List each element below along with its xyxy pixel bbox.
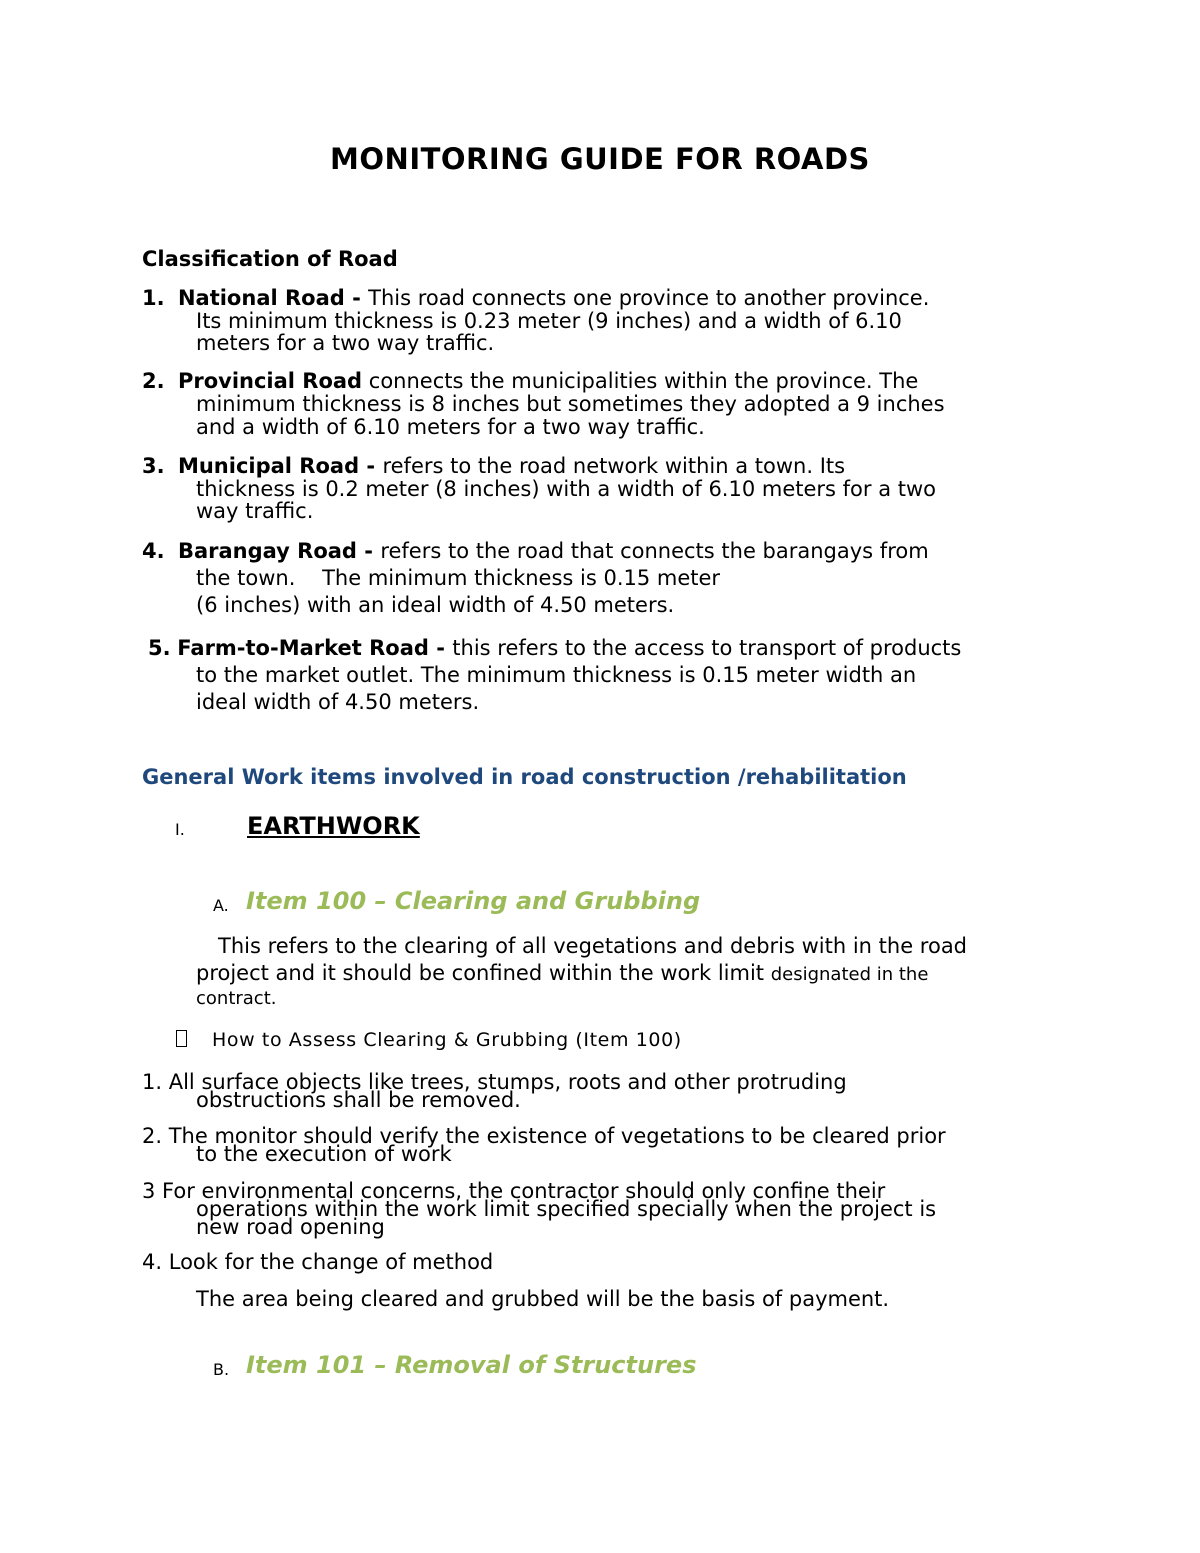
road-number: 1. <box>142 286 165 310</box>
road-number: 4. <box>142 539 165 563</box>
payment-note: The area being cleared and grubbed will be the basis of payment. <box>196 1287 890 1311</box>
item-letter: A. <box>213 896 229 915</box>
road-item-provincial <box>142 370 918 392</box>
check-line: operations within the work limit specified specially when the project is <box>196 1197 937 1221</box>
road-desc-line: Its minimum thickness is 0.23 meter (9 inches) and a width of 6.10 <box>196 309 902 333</box>
road-sep: - <box>344 286 369 310</box>
road-desc-line: and a width of 6.10 meters for a two way traffic. <box>196 415 705 439</box>
road-desc-line: this refers to the access to transport of products <box>452 636 962 660</box>
road-number: 5. <box>148 636 171 660</box>
check-line: obstructions shall be removed. <box>196 1088 521 1112</box>
item-letter: B. <box>213 1360 230 1379</box>
road-desc-line: This road connects one province to another province. <box>368 286 930 310</box>
road-item-farm-to-market <box>148 637 961 659</box>
check-line: All surface objects like trees, stumps, roots and other protruding <box>168 1070 847 1094</box>
item-101-heading: Item 101 – Removal of Structures <box>246 1351 697 1379</box>
road-desc-line: minimum thickness is 8 inches but sometimes they adopted a 9 inches <box>196 392 945 416</box>
check-number: 2. <box>142 1124 163 1148</box>
check-line: new road opening <box>196 1215 385 1239</box>
road-number: 3. <box>142 454 165 478</box>
road-desc-line: the town. The minimum thickness is 0.15 meter <box>196 566 721 590</box>
section-earthwork-heading: EARTHWORK <box>247 812 420 840</box>
road-item-municipal <box>142 455 845 477</box>
check-line: For environmental concerns, the contractor should only confine their <box>155 1179 886 1203</box>
classification-heading: Classification of Road <box>142 247 398 271</box>
item-desc-line <box>196 962 928 986</box>
road-sep: - <box>356 539 381 563</box>
road-sep <box>362 369 369 393</box>
road-item-national <box>142 287 929 309</box>
howto-heading: How to Assess Clearing & Grubbing (Item 100) <box>212 1029 682 1051</box>
bullet-box-icon <box>176 1030 187 1049</box>
check-line: The monitor should verify the existence of vegetations to be cleared prior <box>162 1124 946 1148</box>
check-line: Look for the change of method <box>168 1250 494 1274</box>
item-desc-text: project and it should be confined within the work limit <box>196 961 771 985</box>
road-desc-line: to the market outlet. The minimum thickness is 0.15 meter width an <box>196 663 917 687</box>
check-item <box>142 1251 493 1273</box>
road-name: Farm-to-Market Road <box>177 636 429 660</box>
road-desc-line: refers to the road that connects the barangays from <box>380 539 929 563</box>
road-desc-line: refers to the road network within a town. Its <box>382 454 846 478</box>
road-sep: - <box>359 454 383 478</box>
item-100-heading: Item 100 – Clearing and Grubbing <box>246 887 701 915</box>
item-desc-line: This refers to the clearing of all vegetations and debris with in the road <box>218 934 968 958</box>
road-desc-line: meters for a two way traffic. <box>196 331 495 355</box>
road-number: 2. <box>142 369 165 393</box>
check-number: 4. <box>142 1250 163 1274</box>
road-desc-line: way traffic. <box>196 499 314 523</box>
road-name: Barangay Road <box>177 539 357 563</box>
road-item-barangay <box>142 540 929 562</box>
work-items-heading: General Work items involved in road construction /rehabilitation <box>142 765 907 789</box>
item-desc-small: contract. <box>196 988 277 1009</box>
check-number: 1. <box>142 1070 163 1094</box>
road-desc-line: thickness is 0.2 meter (8 inches) with a width of 6.10 meters for a two <box>196 477 937 501</box>
road-name: Provincial Road <box>177 369 363 393</box>
road-desc-line: ideal width of 4.50 meters. <box>196 690 480 714</box>
item-desc-small: designated in the <box>770 964 929 985</box>
road-sep: - <box>428 636 453 660</box>
section-numeral: I. <box>175 820 185 839</box>
road-desc-line: connects the municipalities within the province. The <box>368 369 919 393</box>
road-name: National Road <box>177 286 345 310</box>
document-title: MONITORING GUIDE FOR ROADS <box>330 142 870 176</box>
road-desc-line: (6 inches) with an ideal width of 4.50 meters. <box>196 593 675 617</box>
check-number: 3 <box>142 1179 156 1203</box>
check-line: to the execution of work <box>196 1142 452 1166</box>
road-name: Municipal Road <box>177 454 360 478</box>
